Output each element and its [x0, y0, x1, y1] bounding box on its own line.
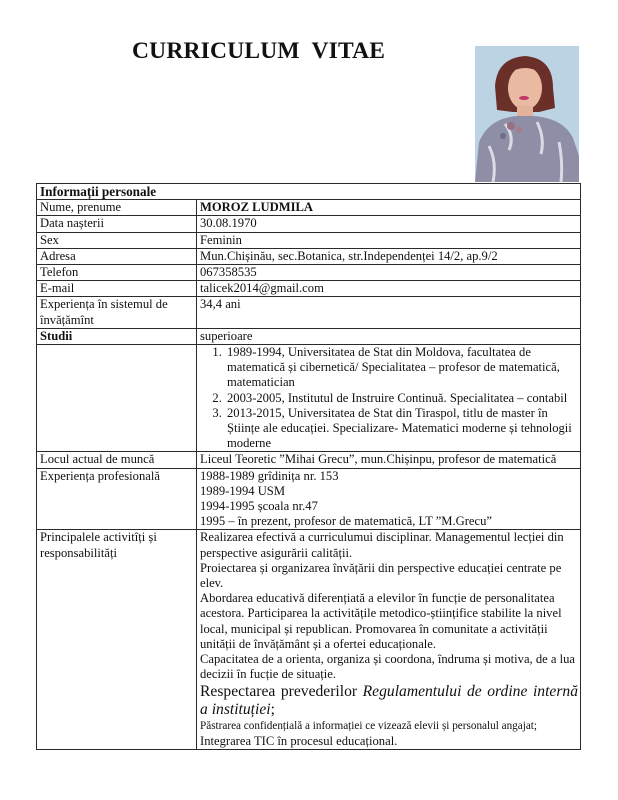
- table-row: [37, 468, 581, 530]
- responsibility-paragraph: Realizarea efectivă a curriculumui disciplinar. Managementul lecției din perspective asigurării calității.: [200, 530, 564, 560]
- cv-table: [36, 183, 581, 750]
- list-item: 1994-1995 școala nr.47: [200, 499, 318, 514]
- responsibility-paragraph: Proiectarea și organizarea învățării din perspective educației centrate pe elev.: [200, 560, 562, 591]
- section-header-row: [37, 184, 581, 200]
- label-professional-experience: Experiența profesională: [37, 468, 197, 530]
- value-phone: 067358535: [197, 265, 581, 281]
- table-row: [37, 328, 581, 344]
- value-name: MOROZ LUDMILA: [197, 200, 581, 216]
- value-sex: Feminin: [197, 232, 581, 248]
- empty-cell: [37, 345, 197, 452]
- profile-photo: [475, 46, 579, 182]
- value-workplace: Liceul Teoretic ”Mihai Grecu”, mun.Chișinpu, profesor de matematică: [197, 452, 581, 468]
- experience-list-cell: [197, 468, 581, 530]
- value-address: Mun.Chișinău, sec.Botanica, str.Independenței 14/2, ap.9/2: [197, 248, 581, 264]
- responsibility-paragraph: Capacitatea de a orienta, organiza și coordona, îndruma și motiva, de a lua decizii în fucție de situație.: [200, 652, 575, 682]
- label-responsibilities: Principalele activitîți și responsabilități: [37, 530, 197, 749]
- list-item: 2. 2003-2005, Institutul de Instruire Continuă. Specialitatea – contabil: [225, 391, 578, 406]
- label-studies: Studii: [37, 328, 197, 344]
- table-row: [37, 452, 581, 468]
- document-title: CURRICULUM VITAE: [132, 38, 386, 64]
- label-birth-date: Data nașterii: [37, 216, 197, 232]
- table-row: [37, 297, 581, 328]
- value-birth-date: 30.08.1970: [197, 216, 581, 232]
- label-email: E-mail: [37, 281, 197, 297]
- table-row: [37, 232, 581, 248]
- label-sex: Sex: [37, 232, 197, 248]
- label-name: Nume, prenume: [37, 200, 197, 216]
- list-item: 1989-1994 USM: [200, 483, 286, 498]
- section-title-personal-info: Informații personale: [37, 184, 581, 200]
- table-row: [37, 216, 581, 232]
- responsibility-paragraph: Păstrarea confidențială a informației ce vizează elevii și personalul angajat;: [200, 719, 538, 732]
- text-prefix: Respectarea prevederilor: [200, 682, 363, 700]
- value-studies-level: superioare: [197, 328, 581, 344]
- portrait-image: [475, 46, 579, 182]
- table-row: [37, 345, 581, 452]
- table-row: [37, 530, 581, 749]
- list-item: 3. 2013-2015, Universitatea de Stat din Tiraspol, titlu de master în Științe ale educației. Specializare- Matematici moderne și tehnologii moderne: [225, 406, 578, 452]
- studies-list: [200, 345, 578, 451]
- label-address: Adresa: [37, 248, 197, 264]
- responsibility-paragraph: Abordarea educativă diferențiată a elevilor în funcție de personalitatea acestora. Participarea la activitățile metodico-științifice stabilite la nivel local, municipal și republican. Promovarea în comunitate a activității unității de învățământ și a ofertei educaționale.: [200, 591, 562, 651]
- list-item: 1988-1989 grîdinița nr. 153: [200, 468, 339, 483]
- label-phone: Telefon: [37, 265, 197, 281]
- label-teaching-experience: Experiența în sistemul de învățămînt: [37, 297, 197, 328]
- table-row: [37, 265, 581, 281]
- list-item: 1. 1989-1994, Universitatea de Stat din Moldova, facultatea de matematică și cibernetică/ Specialitatea – profesor de matematică, matematician: [225, 345, 578, 391]
- text-suffix: ;: [270, 700, 275, 718]
- table-row: [37, 200, 581, 216]
- label-workplace: Locul actual de muncă: [37, 452, 197, 468]
- responsibility-paragraph-regulations: [200, 683, 578, 719]
- table-row: [37, 281, 581, 297]
- responsibility-paragraph: Integrarea TIC în procesul educațional.: [200, 733, 398, 748]
- list-item: 1995 – în prezent, profesor de matematică, LT ”M.Grecu”: [200, 514, 492, 529]
- value-teaching-experience: 34,4 ani: [197, 297, 581, 328]
- responsibilities-cell: [197, 530, 581, 749]
- text-italic-regulation-title: Regulamentului de ordine internă a instituției: [200, 682, 578, 718]
- studies-list-cell: [197, 345, 581, 452]
- value-email: talicek2014@gmail.com: [197, 281, 581, 297]
- table-row: [37, 248, 581, 264]
